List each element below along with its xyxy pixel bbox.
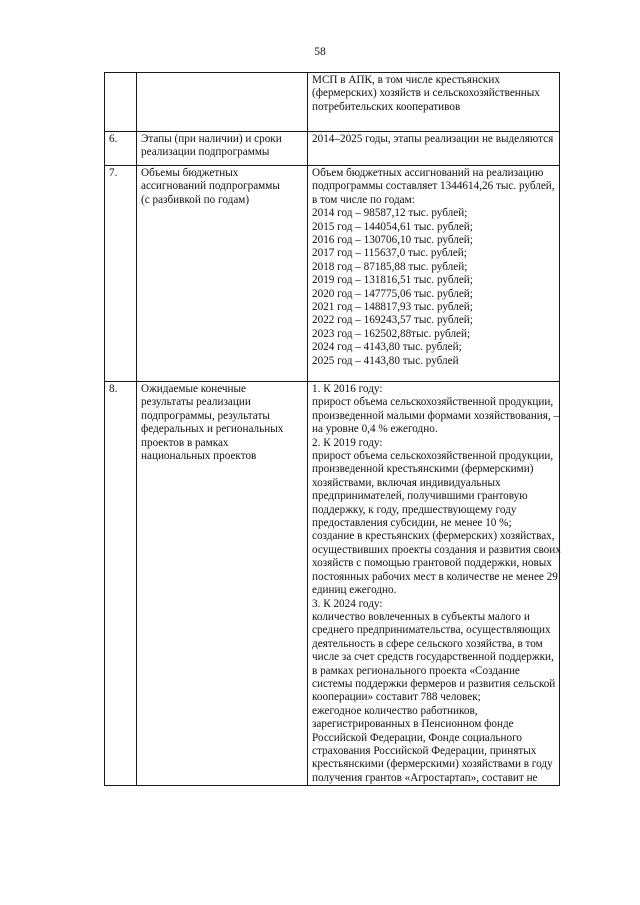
row-name-cell	[137, 73, 308, 132]
name-line: ассигнований подпрограммы	[141, 180, 280, 193]
description-line: Объем бюджетных ассигнований на реализацию	[312, 167, 544, 179]
description-line: хозяйствами, включая индивидуальных	[312, 476, 501, 489]
description-line: МСП в АПК, в том числе крестьянских	[312, 74, 500, 86]
budget-year-line: 2017 год – 115637,0 тыс. рублей;	[312, 247, 467, 260]
budget-year-line: 2024 год – 4143,80 тыс. рублей;	[312, 341, 462, 354]
description-line: хозяйств с помощью грантовой поддержки, новых	[312, 557, 552, 570]
description-line: создание в крестьянских (фермерских) хозяйствах,	[312, 530, 555, 543]
description-line: ежегодное количество работников,	[312, 704, 478, 717]
name-line: результаты реализации	[141, 396, 251, 409]
description-line: деятельность в сфере сельского хозяйства, в том	[312, 637, 543, 650]
name-line: проектов в рамках	[141, 436, 229, 449]
description-line: Российской Федерации, Фонде социального	[312, 731, 522, 744]
description-line: кооперации» составит 788 человек;	[312, 691, 481, 704]
name-line: подпрограммы, результаты	[141, 409, 270, 422]
budget-year-line: 2016 год – 130706,10 тыс. рублей;	[312, 234, 473, 247]
row-number-cell	[105, 73, 137, 132]
budget-year-line: 2018 год – 87185,88 тыс. рублей;	[312, 260, 468, 273]
budget-year-line: 2025 год – 4143,80 тыс. рублей	[312, 354, 459, 367]
table-row	[105, 73, 560, 132]
description-line: в рамках регионального проекта «Создание	[312, 664, 520, 677]
budget-year-line: 2021 год – 148817,93 тыс. рублей;	[312, 301, 473, 314]
description-line: числе за счет средств государственной поддержки,	[312, 651, 554, 664]
description-line: поддержку, к году, предшествующему году	[312, 503, 517, 516]
description-line: в том числе по годам:	[312, 193, 415, 206]
description-line: прирост объема сельскохозяйственной продукции,	[312, 450, 554, 463]
description-line: количество вовлеченных в субъекты малого и	[312, 610, 530, 623]
description-line: крестьянскими (фермерскими) хозяйствами в году	[312, 758, 553, 771]
description-line: получения грантов «Агростартап», составит не	[312, 771, 538, 784]
name-line: Объемы бюджетных	[141, 167, 239, 179]
description-line: постоянных рабочих мест в количестве не менее 29	[312, 570, 558, 583]
result-heading: 3. К 2024 году:	[312, 597, 383, 610]
description-line: потребительских кооперативов	[312, 100, 461, 113]
row-name-cell	[137, 382, 308, 786]
description-line: предоставления субсидии, не менее 10 %;	[312, 517, 512, 530]
budget-year-line: 2022 год – 169243,57 тыс. рублей;	[312, 314, 473, 327]
table-row	[105, 382, 560, 786]
budget-year-line: 2015 год – 144054,61 тыс. рублей;	[312, 220, 473, 233]
name-line: Этапы (при наличии) и сроки	[141, 133, 282, 145]
description-line: среднего предпринимательства, осуществляющих	[312, 624, 551, 637]
description-line: зарегистрированных в Пенсионном фонде	[312, 718, 514, 731]
description-line: (фермерских) хозяйств и сельскохозяйственных	[312, 87, 540, 100]
row-name-cell	[137, 166, 308, 382]
table-row	[105, 132, 560, 166]
result-heading: 2. К 2019 году:	[312, 436, 383, 449]
description-line: на уровне 0,4 % ежегодно.	[312, 423, 438, 436]
budget-year-line: 2014 год – 98587,12 тыс. рублей;	[312, 207, 468, 220]
subprogram-passport-table	[104, 72, 560, 786]
name-line: реализации подпрограммы	[141, 146, 270, 159]
description-line: осуществивших проекты создания и развития своих	[312, 543, 561, 556]
row-description-cell	[308, 132, 560, 166]
budget-year-line: 2023 год – 162502,88тыс. рублей;	[312, 327, 471, 340]
result-heading: 1. К 2016 году:	[312, 383, 383, 395]
row-number-cell: 7.	[105, 166, 137, 382]
row-name-cell	[137, 132, 308, 166]
row-number-cell: 8.	[105, 382, 137, 786]
description-line: подпрограммы составляет 1344614,26 тыс. рублей,	[312, 180, 555, 193]
budget-year-line: 2020 год – 147775,06 тыс. рублей;	[312, 287, 473, 300]
description-line: предпринимателей, получившими грантовую	[312, 490, 528, 503]
row-number-cell: 6.	[105, 132, 137, 166]
description-line: произведенной малыми формами хозяйствования, –	[312, 409, 560, 422]
row-description-cell	[308, 382, 560, 786]
row-description-cell	[308, 166, 560, 382]
name-line: национальных проектов	[141, 450, 257, 463]
name-line: Ожидаемые конечные	[141, 383, 247, 395]
description-line: единиц ежегодно.	[312, 584, 397, 597]
row-description-cell	[308, 73, 560, 132]
page-number: 58	[314, 46, 326, 58]
description-line: произведенной крестьянскими (фермерскими)	[312, 463, 534, 476]
name-line: (с разбивкой по годам)	[141, 193, 250, 206]
name-line: федеральных и региональных	[141, 423, 284, 436]
description-line: системы поддержки фермеров и развития сельской	[312, 677, 556, 690]
description-line: прирост объема сельскохозяйственной продукции,	[312, 396, 554, 409]
description-line: 2014–2025 годы, этапы реализации не выделяются	[312, 133, 554, 145]
budget-year-line: 2019 год – 131816,51 тыс. рублей;	[312, 274, 473, 287]
table-row	[105, 166, 560, 382]
description-line: страхования Российской Федерации, принятых	[312, 744, 537, 757]
